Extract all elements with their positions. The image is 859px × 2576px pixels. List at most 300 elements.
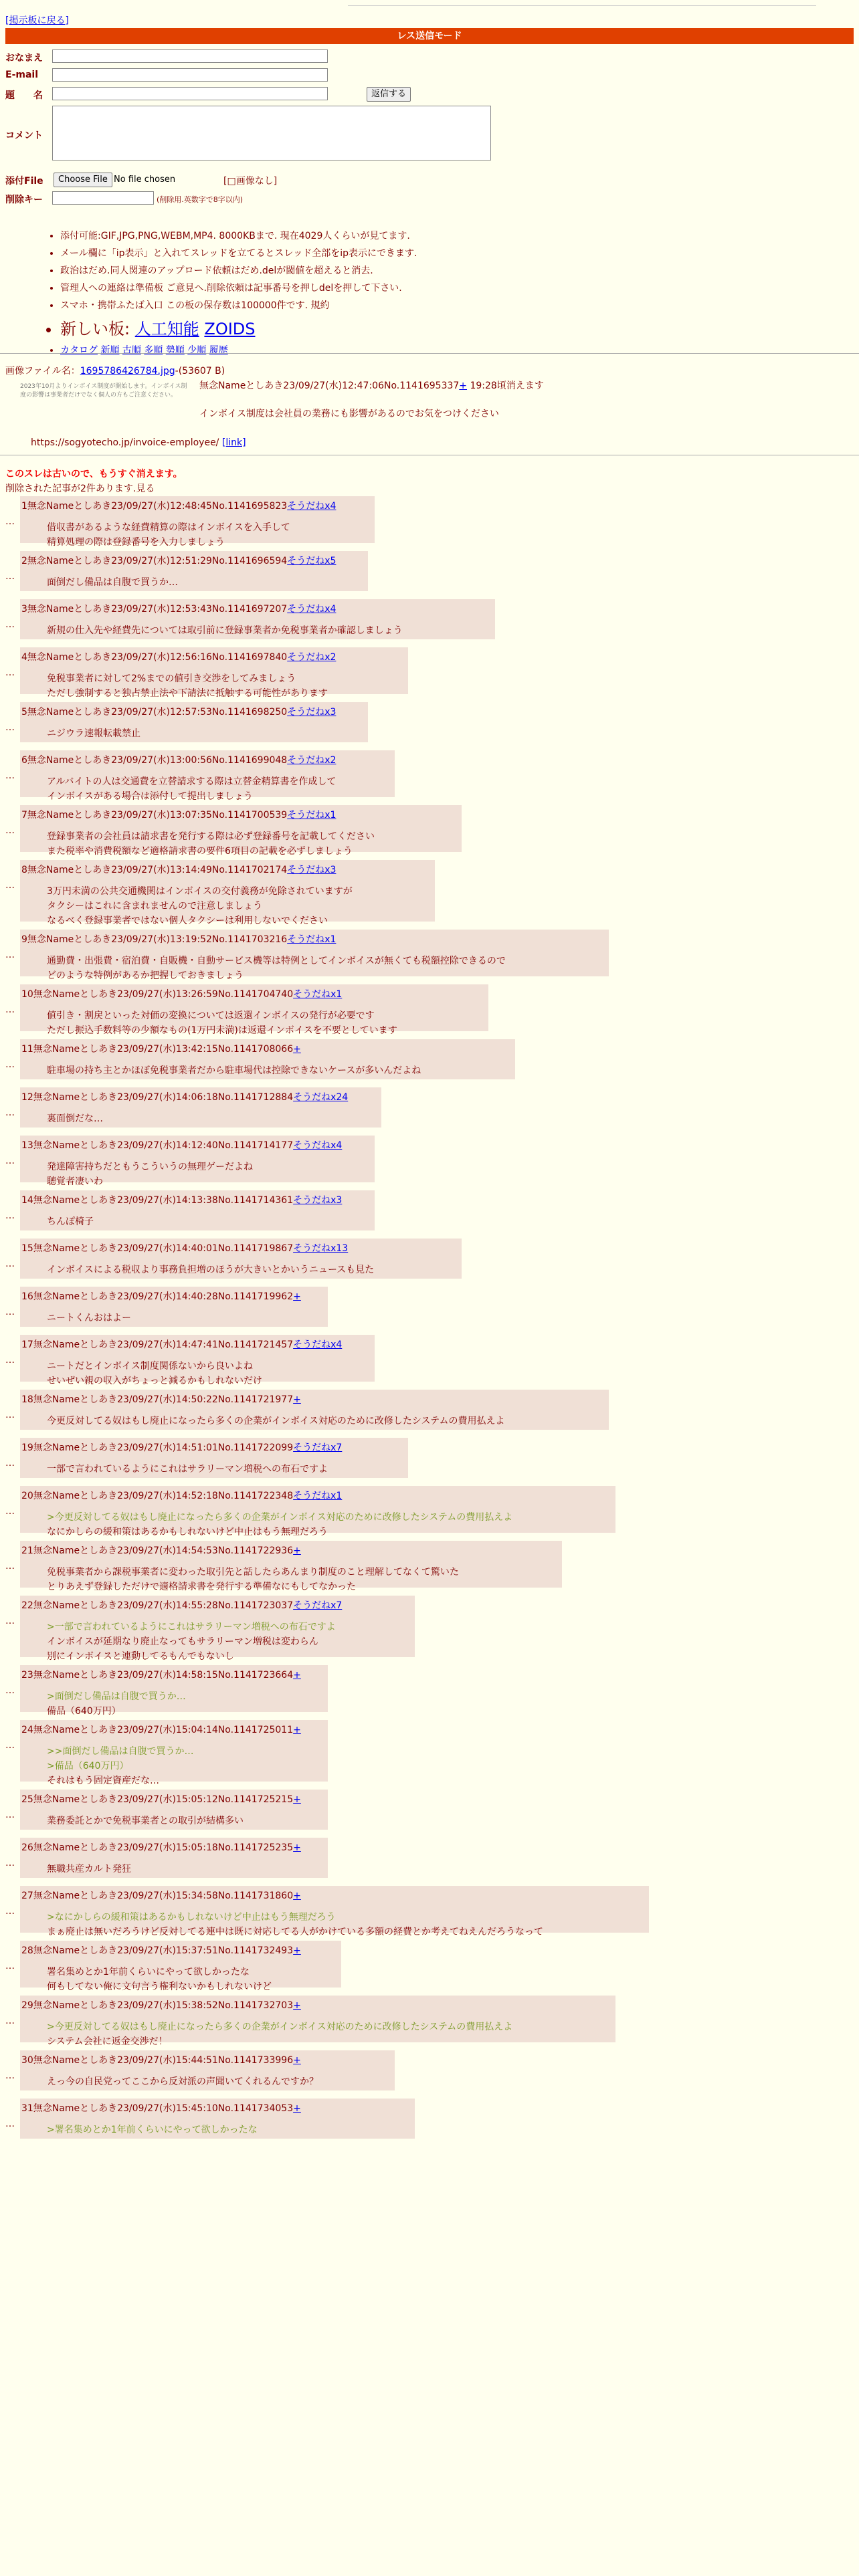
reply-body (47, 1620, 336, 1664)
ellipsis-icon: … (5, 2016, 15, 2026)
reply-header (21, 1241, 348, 1255)
sodane-button[interactable]: そうだねx3 (287, 865, 337, 875)
reply-header (21, 1723, 301, 1736)
reply-box (20, 1287, 328, 1327)
reply-meta: 5無念Nameとしあき23/09/27(水)12:57:53No.1141698250 (21, 707, 288, 718)
reply-meta: 30無念Nameとしあき23/09/27(水)15:44:51No.1141733996 (21, 2055, 294, 2066)
new-board-link[interactable]: ZOIDS (204, 320, 256, 338)
reply-body (47, 1910, 543, 1939)
ellipsis-icon: … (5, 1561, 15, 1572)
reply-body (47, 2074, 318, 2089)
catalog-link[interactable]: カタログ (60, 345, 98, 356)
reply-box (20, 1996, 615, 2047)
quote-line: >なにかしらの緩和策はあるかもしれないけど中止はもう無理だろう (47, 1912, 336, 1923)
reply-post (0, 1039, 859, 1085)
sodane-button[interactable]: + (293, 1891, 301, 1901)
quote-line: >面倒だし備品は自腹で買うか… (47, 1691, 186, 1702)
quote-line: >>面倒だし備品は自腹で買うか… (47, 1746, 194, 1757)
reply-body (47, 954, 506, 983)
sodane-button[interactable]: + (293, 1725, 301, 1735)
reply-body (47, 1263, 374, 1277)
op-file-label: 画像ファイル名： (5, 366, 80, 377)
reply-header (21, 554, 336, 567)
reply-body (47, 1965, 272, 1994)
back-link[interactable]: [掲示板に戻る] (5, 15, 69, 26)
sodane-button[interactable]: そうだねx24 (293, 1092, 349, 1103)
reply-body (47, 1462, 328, 1477)
reply-header (21, 808, 336, 821)
body-line: 精算処理の際は登録番号を入力しましょう (47, 537, 225, 548)
reply-header (21, 932, 336, 946)
reply-body (47, 1862, 131, 1876)
ellipsis-icon: … (5, 1506, 15, 1517)
reply-post (0, 702, 859, 748)
reply-meta: 8無念Nameとしあき23/09/27(水)13:14:49No.1141702174 (21, 865, 288, 875)
history-link[interactable]: 履歴 (209, 345, 228, 356)
ellipsis-icon: … (5, 516, 15, 527)
sodane-button[interactable]: + (293, 1394, 301, 1405)
op-thumbnail[interactable]: 2023年10月よりインボイス制度が開始します。インボイス制度の影響は事業者だけでなく個人の方もご注意ください。 (20, 383, 187, 399)
reply-body (47, 1359, 262, 1388)
note-item: • スマホ・携帯ふたば入口 この板の保存数は100000件です. 規約 (60, 298, 417, 312)
reply-meta: 28無念Nameとしあき23/09/27(水)15:37:51No.1141732493 (21, 1945, 294, 1956)
ellipsis-icon: … (5, 770, 15, 781)
ellipsis-icon: … (5, 1961, 15, 1971)
reply-body (47, 726, 140, 741)
body-line: ニートだとインボイス制度関係ないから良いよね (47, 1361, 253, 1372)
reply-post (0, 2050, 859, 2096)
reply-post (0, 1941, 859, 1993)
op-file-size: -(53607 B) (175, 366, 225, 377)
reply-post (0, 1596, 859, 1662)
body-line: 免税事業者に対して2%までの値引き交渉をしてみましょう (47, 673, 296, 684)
op-url: https://sogyotecho.jp/invoice-employee/ (31, 437, 219, 448)
sodane-button[interactable]: + (293, 2103, 301, 2114)
reply-header (21, 863, 336, 876)
body-line: 面倒だし備品は自腹で買うか… (47, 577, 178, 588)
reply-meta: 17無念Nameとしあき23/09/27(水)14:47:41No.1141721457 (21, 1339, 294, 1350)
reply-box (20, 930, 609, 981)
new-board-item (60, 316, 417, 339)
reply-meta: 18無念Nameとしあき23/09/27(水)14:50:22No.1141721977 (21, 1394, 294, 1405)
reply-post (0, 1486, 859, 1538)
sort-new-link[interactable]: 新順 (100, 345, 120, 356)
reply-header (21, 499, 336, 512)
op-plus-link[interactable]: + (459, 381, 468, 391)
reply-box (20, 1438, 408, 1478)
back-to-board-link[interactable] (5, 13, 69, 27)
ellipsis-icon: … (5, 619, 15, 630)
body-line: 業務委託とかで免税事業者との取引が結構多い (47, 1816, 244, 1826)
reply-meta: 10無念Nameとしあき23/09/27(水)13:26:59No.1141704740 (21, 989, 294, 1000)
ellipsis-icon: … (5, 1156, 15, 1166)
sort-few-link[interactable]: 少順 (187, 345, 207, 356)
reply-meta: 9無念Nameとしあき23/09/27(水)13:19:52No.1141703216 (21, 934, 288, 945)
sodane-button[interactable]: そうだねx7 (293, 1600, 343, 1611)
reply-body (47, 575, 178, 590)
reply-meta: 11無念Nameとしあき23/09/27(水)13:42:15No.1141708066 (21, 1044, 294, 1055)
quote-line: >署名集めとか1年前くらいにやって欲しかったな (47, 2125, 258, 2135)
reply-mode-bar: レス送信モード (5, 28, 854, 44)
body-line: インボイスがある場合は添付して提出しましょう (47, 791, 253, 802)
note-item: • 添付可能:GIF,JPG,PNG,WEBM,MP4. 8000KBまで. 現在4029人くらいが見てます. (60, 229, 417, 242)
sodane-button[interactable]: そうだねx1 (287, 810, 337, 821)
reply-box (20, 702, 368, 742)
sodane-button[interactable]: + (293, 1842, 301, 1853)
body-line: 別にインボイスと連動してるもんでもないし (47, 1651, 234, 1662)
reply-meta: 3無念Nameとしあき23/09/27(水)12:53:43No.1141697207 (21, 604, 288, 615)
reply-meta: 16無念Nameとしあき23/09/27(水)14:40:28No.1141719962 (21, 1291, 294, 1302)
sodane-button[interactable]: そうだねx4 (287, 501, 337, 512)
quote-line: >備品（640万円） (47, 1761, 129, 1772)
body-line: ただし強制すると独占禁止法や下請法に抵触する可能性があります (47, 688, 328, 699)
reply-header (21, 1392, 301, 1406)
reply-meta: 6無念Nameとしあき23/09/27(水)13:00:56No.1141699048 (21, 755, 288, 766)
reply-post (0, 1438, 859, 1483)
reply-header (21, 602, 336, 615)
reply-box (20, 1720, 328, 1786)
new-board-link[interactable]: 人工知能 (134, 320, 199, 338)
sodane-button[interactable]: そうだねx4 (293, 1140, 343, 1151)
reply-header (21, 1440, 342, 1454)
reply-post (0, 805, 859, 857)
reply-body (47, 884, 353, 928)
reply-post (0, 750, 859, 802)
reply-header (21, 1042, 301, 1055)
sodane-button[interactable]: + (293, 2055, 301, 2066)
quote-line: >今更反対してる奴はもし廃止になったら多くの企業がインボイス対応のために改修したシステムの費用払えよ (47, 1512, 513, 1523)
reply-body (47, 1111, 103, 1126)
top-divider (348, 5, 816, 6)
ellipsis-icon: … (5, 1004, 15, 1015)
reply-post (0, 930, 859, 982)
submit-button[interactable]: 返信する (367, 87, 411, 102)
reply-header (21, 2101, 301, 2115)
reply-post (0, 647, 859, 700)
reply-meta: 4無念Nameとしあき23/09/27(水)12:56:16No.1141697840 (21, 652, 288, 663)
reply-header (21, 1090, 348, 1103)
reply-box (20, 599, 495, 639)
ellipsis-icon: … (5, 880, 15, 891)
reply-meta: 25無念Nameとしあき23/09/27(水)15:05:12No.1141725215 (21, 1794, 294, 1805)
reply-box (20, 1541, 562, 1592)
reply-box (20, 1838, 328, 1878)
reply-body (47, 2020, 512, 2049)
sodane-button[interactable]: + (293, 1545, 301, 1556)
reply-box (20, 805, 462, 857)
body-line: ただし振込手数料等の少額なもの(1万円未満)は返還インボイスを不要としています (47, 1025, 397, 1036)
sodane-button[interactable]: + (293, 1044, 301, 1055)
body-line: ニートくんおはよー (47, 1313, 131, 1323)
reply-header (21, 1489, 342, 1502)
reply-meta: 1無念Nameとしあき23/09/27(水)12:48:45No.1141695823 (21, 501, 288, 512)
reply-meta: 23無念Nameとしあき23/09/27(水)14:58:15No.1141723664 (21, 1670, 294, 1681)
sodane-button[interactable]: そうだねx4 (293, 1339, 343, 1350)
subject-label: 題 名 (5, 90, 43, 101)
sodane-button[interactable]: そうだねx1 (293, 989, 343, 1000)
body-line: 登録事業者の会社員は請求書を発行する際は必ず登録番号を記載してください (47, 831, 375, 842)
body-line: どのような特例があるか把握しておきましょう (47, 970, 244, 981)
reply-box (20, 1596, 415, 1662)
op-url-link[interactable]: [link] (221, 437, 246, 448)
body-line: ニジウラ速報転載禁止 (47, 728, 140, 739)
body-line: 通勤費・出張費・宿泊費・自販機・自動サービス機等は特例としてインボイスが無くても税額控除できるので (47, 956, 506, 966)
reply-meta: 31無念Nameとしあき23/09/27(水)15:45:10No.1141734053 (21, 2103, 294, 2114)
catalog-links (60, 343, 417, 356)
sodane-button[interactable]: そうだねx2 (287, 652, 337, 663)
reply-box (20, 1665, 328, 1717)
reply-body (47, 1565, 459, 1594)
reply-meta: 20無念Nameとしあき23/09/27(水)14:52:18No.1141722348 (21, 1491, 294, 1501)
old-thread-warning: このスレは古いので、もうすぐ消えます。 (5, 469, 183, 479)
body-line: まぁ廃止は無いだろうけど反対してる連中は既に対応してる人がかけている多額の経費とか考えてねえんだろうなって (47, 1927, 543, 1937)
ellipsis-icon: … (5, 1107, 15, 1118)
body-line: ちんぽ椅子 (47, 1216, 94, 1227)
ellipsis-icon: … (5, 950, 15, 960)
reply-meta: 24無念Nameとしあき23/09/27(水)15:04:14No.1141725011 (21, 1725, 294, 1735)
reply-box (20, 551, 368, 591)
reply-box (20, 2099, 415, 2139)
reply-header (21, 1840, 301, 1854)
body-line: 備品（640万円） (47, 1706, 121, 1717)
ellipsis-icon: … (5, 2070, 15, 2081)
divider (0, 353, 859, 354)
sodane-button[interactable]: + (293, 1291, 301, 1302)
body-line: せいぜい親の収入がちょっと減るかもしれないだけ (47, 1376, 262, 1386)
board-notes (33, 225, 417, 360)
reply-meta: 7無念Nameとしあき23/09/27(水)13:07:35No.1141700539 (21, 810, 288, 821)
reply-meta: 22無念Nameとしあき23/09/27(水)14:55:28No.1141723037 (21, 1600, 294, 1611)
reply-header (21, 753, 336, 766)
reply-post (0, 1541, 859, 1593)
sodane-button[interactable]: そうだねx5 (287, 556, 337, 566)
reply-post (0, 2099, 859, 2144)
reply-body (47, 1008, 397, 1038)
name-label: おなまえ (5, 53, 43, 64)
reply-post (0, 860, 859, 927)
body-line: 聴覚者凄いわ (47, 1176, 103, 1187)
note-item: • メール欄に「ip表示」と入れてスレッドを立てるとスレッド全部をip表示にできます. (60, 246, 417, 259)
reply-body (47, 1744, 193, 1788)
ellipsis-icon: … (5, 1740, 15, 1751)
reply-post (0, 1335, 859, 1387)
reply-box (20, 1335, 375, 1386)
reply-post (0, 984, 859, 1037)
reply-body (47, 1311, 131, 1325)
reply-box (20, 860, 435, 926)
reply-meta: 19無念Nameとしあき23/09/27(水)14:51:01No.1141722099 (21, 1442, 294, 1453)
quote-line: >一部で言われているようにこれはサラリーマン増税への布石ですよ (47, 1622, 336, 1632)
note-item: • 管理人への連絡は準備板 ご意見へ.削除依頼は記事番号を押しdelを押して下さい. (60, 281, 417, 294)
reply-header (21, 2053, 301, 2066)
reply-body (47, 1160, 253, 1189)
choose-file-button[interactable]: Choose File (54, 173, 112, 187)
reply-box (20, 1941, 341, 1992)
ellipsis-icon: … (5, 571, 15, 582)
deleted-notice[interactable]: 削除された記事が2件あります.見る (5, 484, 155, 494)
delkey-label: 削除キー (5, 195, 43, 205)
ellipsis-icon: … (5, 1307, 15, 1317)
reply-body (47, 1814, 244, 1828)
sort-many-link[interactable]: 多順 (144, 345, 163, 356)
ellipsis-icon: … (5, 1810, 15, 1820)
reply-box (20, 1790, 328, 1830)
reply-post (0, 1190, 859, 1236)
op-file-link[interactable]: 1695786426784.jpg (80, 366, 175, 377)
reply-body (47, 1214, 94, 1229)
body-line: 駐車場の持ち主とかほぼ免税事業者だから駐車場代は控除できないケースが多いんだよね (47, 1065, 421, 1076)
reply-post (0, 496, 859, 548)
reply-box (20, 750, 395, 802)
reply-meta: 15無念Nameとしあき23/09/27(水)14:40:01No.1141719867 (21, 1243, 294, 1254)
file-label: 添付File (5, 176, 43, 187)
reply-meta: 29無念Nameとしあき23/09/27(水)15:38:52No.1141732703 (21, 2000, 294, 2011)
ellipsis-icon: … (5, 1458, 15, 1469)
reply-post (0, 599, 859, 645)
sort-momentum-link[interactable]: 勢順 (165, 345, 185, 356)
reply-body (47, 1510, 512, 1539)
sodane-button[interactable]: そうだねx7 (293, 1442, 343, 1453)
body-line: 無職共産カルト発狂 (47, 1864, 131, 1874)
reply-box (20, 1087, 381, 1128)
reply-meta: 27無念Nameとしあき23/09/27(水)15:34:58No.1141731860 (21, 1891, 294, 1901)
sort-old-link[interactable]: 古順 (122, 345, 141, 356)
reply-body (47, 671, 328, 701)
reply-header (21, 1289, 301, 1303)
ellipsis-icon: … (5, 1858, 15, 1868)
reply-meta: 2無念Nameとしあき23/09/27(水)12:51:29No.1141696594 (21, 556, 288, 566)
body-line: 発達障害持ちだともうこういうの無理ゲーだよね (47, 1162, 253, 1172)
op-body: インボイス制度は会社員の業務にも影響があるのでお気をつけください (199, 409, 499, 419)
reply-box (20, 1039, 515, 1079)
ellipsis-icon: … (5, 1685, 15, 1696)
noimage-checkbox[interactable]: [□画像なし] (223, 176, 278, 187)
reply-post (0, 551, 859, 597)
body-line: なるべく登録事業者ではない個人タクシーは利用しないでください (47, 916, 328, 926)
ellipsis-icon: … (5, 1210, 15, 1221)
reply-header (21, 1543, 301, 1557)
reply-meta: 26無念Nameとしあき23/09/27(水)15:05:18No.1141725235 (21, 1842, 294, 1853)
sodane-button[interactable]: そうだねx3 (287, 707, 337, 718)
reply-body (47, 1689, 186, 1719)
reply-header (21, 650, 336, 663)
reply-body (47, 774, 336, 804)
reply-post (0, 1390, 859, 1435)
reply-body (47, 829, 375, 859)
reply-post (0, 1838, 859, 1883)
reply-meta: 21無念Nameとしあき23/09/27(水)14:54:53No.1141722936 (21, 1545, 294, 1556)
sodane-button[interactable]: そうだねx13 (293, 1243, 349, 1254)
reply-post (0, 1996, 859, 2048)
reply-box (20, 1390, 609, 1430)
email-label: E-mail (5, 70, 39, 80)
reply-post (0, 1886, 859, 1938)
sodane-button[interactable]: + (293, 2000, 301, 2011)
body-line: 借収書があるような経費精算の際はインボイスを入手して (47, 522, 290, 533)
reply-box (20, 1239, 462, 1279)
body-line: 3万円未満の公共交通機関はインボイスの交付義務が免除されていますが (47, 886, 353, 897)
body-line: 何もしてない俺に文句言う権利ないかもしれないけど (47, 1981, 272, 1992)
reply-box (20, 1486, 615, 1537)
sodane-button[interactable]: + (293, 1794, 301, 1805)
reply-post (0, 1136, 859, 1188)
body-line: 値引き・割戻といった対価の変換については返還インボイスの発行が必要です (47, 1010, 375, 1021)
body-line: 今更反対してる奴はもし廃止になったら多くの企業がインボイス対応のために改修したシステムの費用払えよ (47, 1416, 505, 1426)
reply-post (0, 1720, 859, 1787)
sodane-button[interactable]: + (293, 1945, 301, 1956)
reply-meta: 13無念Nameとしあき23/09/27(水)14:12:40No.1141714177 (21, 1140, 294, 1151)
ellipsis-icon: … (5, 1355, 15, 1366)
email-input[interactable] (52, 68, 328, 82)
body-line: 免税事業者から課税事業者に変わった取引先と話したらあんまり制度のこと理解してなくて驚いた (47, 1567, 459, 1578)
reply-box (20, 984, 488, 1036)
reply-header (21, 1792, 301, 1806)
delkey-input[interactable] (52, 191, 154, 205)
body-line: 新規の仕入先や経費先については取引前に登録事業者か免税事業者か確認しましょう (47, 625, 403, 636)
reply-box (20, 1136, 375, 1187)
sodane-button[interactable]: そうだねx2 (287, 755, 337, 766)
body-line: タクシーはこれに含まれませんので注意しましょう (47, 901, 262, 911)
reply-meta: 14無念Nameとしあき23/09/27(水)14:13:38No.1141714361 (21, 1195, 294, 1206)
reply-body (47, 1063, 421, 1078)
reply-header (21, 987, 342, 1000)
reply-header (21, 1668, 301, 1681)
op-header: 無念Nameとしあき23/09/27(水)12:47:06No.1141695337 (199, 381, 460, 391)
reply-header (21, 1193, 342, 1206)
reply-header (21, 1337, 342, 1351)
reply-box (20, 2050, 395, 2090)
comment-label: コメント (5, 130, 43, 141)
ellipsis-icon: … (5, 825, 15, 836)
sodane-button[interactable]: そうだねx3 (293, 1195, 343, 1206)
sodane-button[interactable]: そうだねx1 (287, 934, 337, 945)
body-line: えっ今の自民党ってここから反対派の声聞いてくれるんですか？ (47, 2076, 318, 2087)
comment-textarea[interactable] (52, 106, 491, 160)
reply-header (21, 1598, 342, 1612)
body-line: インボイスによる税収より事務負担増のほうが大きいとかいうニュースも見た (47, 1265, 375, 1275)
reply-box (20, 1190, 375, 1230)
sodane-button[interactable]: そうだねx1 (293, 1491, 343, 1501)
reply-header (21, 1889, 301, 1902)
reply-header (21, 1943, 301, 1957)
body-line: また税率や消費税額など適格請求書の要件6項目の記載を必ずしましょう (47, 846, 353, 857)
reply-post (0, 1087, 859, 1133)
no-file-text: No file chosen (114, 175, 176, 185)
reply-post (0, 1665, 859, 1717)
body-line: とりあえず登録しただけで適格請求書を発行する準備なにもしてなかった (47, 1582, 356, 1592)
reply-box (20, 1886, 649, 1937)
reply-post (0, 1790, 859, 1835)
reply-header (21, 1998, 301, 2012)
ellipsis-icon: … (5, 1410, 15, 1420)
ellipsis-icon: … (5, 1906, 15, 1917)
op-expire: 19:28頃消えます (470, 381, 544, 391)
body-line: それはもう固定資産だな… (47, 1776, 159, 1786)
sodane-button[interactable]: + (293, 1670, 301, 1681)
name-input[interactable] (52, 49, 328, 63)
reply-box (20, 496, 375, 548)
reply-post (0, 1287, 859, 1332)
body-line: インボイスが延期なり廃止なってもサラリーマン増税は変わらん (47, 1636, 318, 1647)
reply-body (47, 2123, 258, 2137)
subject-input[interactable] (52, 87, 328, 100)
reply-body (47, 1414, 504, 1428)
reply-header (21, 1138, 342, 1152)
sodane-button[interactable]: そうだねx4 (287, 604, 337, 615)
body-line: 裏面倒だな… (47, 1113, 103, 1124)
ellipsis-icon: … (5, 1259, 15, 1269)
new-board-prefix: 新しい板: (60, 320, 130, 338)
